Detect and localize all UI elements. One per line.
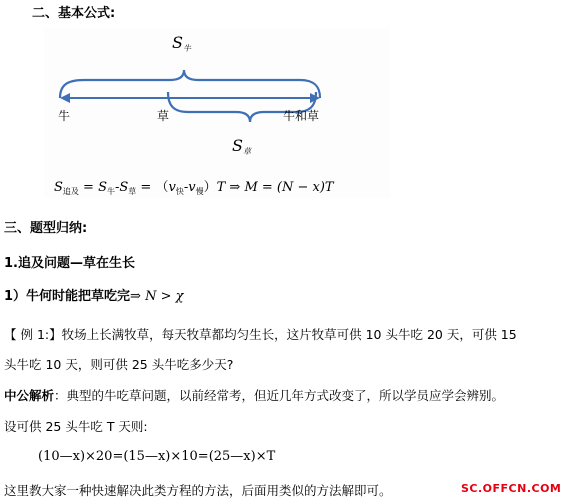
analysis-label: 中公解析 (4, 388, 55, 403)
formula-s-cow-sub: 牛 (106, 187, 115, 196)
diagram-bottom-symbol: S (232, 136, 243, 155)
diagram-top-symbol: S (172, 33, 183, 52)
main-formula (54, 176, 334, 197)
diagram-bottom-sub: 草 (242, 147, 251, 156)
label-cow: 牛 (58, 109, 71, 123)
example-line-2: 头牛吃 10 天，则可供 25 头牛吃多少天? (4, 357, 234, 372)
subsubsection-text: 1）牛何时能把草吃完 (4, 289, 131, 304)
formula-s-grass: S (119, 180, 129, 195)
formula-v-slow: v (188, 180, 196, 195)
section-heading-question-types: 三、题型归纳: (4, 221, 88, 236)
formula-t: T (324, 180, 334, 195)
formula-s: S (54, 180, 63, 195)
diagram-top-label (172, 33, 191, 54)
diagram-top-sub: 牛 (182, 44, 191, 53)
label-grass: 草 (157, 109, 170, 123)
formula-s-grass-sub: 草 (128, 187, 137, 196)
formula-eq1: = (78, 180, 99, 195)
solution-closing: 这里教大家一种快速解决此类方程的方法，后面用类似的方法解即可。 (4, 483, 392, 498)
subsection-chase-problem: 1.追及问题—草在生长 (4, 256, 135, 271)
formula-s-cow: S (98, 180, 107, 195)
formula-implies: T ⇒ M = (N − x) (216, 180, 325, 195)
formula-s-sub: 追及 (62, 187, 79, 196)
formula-minus2: - (183, 180, 189, 195)
solution-equation: (10—x)×20=(15—x)×10=(25—x)×T (38, 449, 276, 464)
formula-rparen: ） (203, 180, 217, 195)
formula-v-fast-sub: 快 (175, 187, 184, 196)
analysis-text: ：典型的牛吃草问题，以前经常考，但近几年方式改变了，所以学员应学会辨别。 (54, 388, 505, 403)
formula-v-fast: v (168, 180, 176, 195)
example-label: 【 例 1:】 (4, 327, 62, 342)
formula-minus1: - (114, 180, 120, 195)
diagram-bottom-label (232, 136, 251, 157)
solution-setup: 设可供 25 头牛吃 T 天则: (4, 419, 148, 434)
formula-v-slow-sub: 慢 (195, 187, 204, 196)
section-heading-basic-formula: 二、基本公式: (32, 6, 116, 21)
example-line-1 (4, 325, 517, 343)
label-cow-and-grass: 牛和草 (283, 109, 320, 123)
example-text-1: 牧场上长满牧草，每天牧草都均匀生长，这片牧草可供 10 头牛吃 20 天，可供 15 (61, 327, 517, 342)
watermark-logo: SC.OFFCN.COM (461, 482, 562, 495)
subsubsection-math: ⇒ N > χ (130, 289, 184, 304)
analysis-paragraph (4, 386, 504, 404)
formula-eq2: = （ (136, 180, 169, 195)
subsubsection-when-eaten (4, 285, 183, 304)
